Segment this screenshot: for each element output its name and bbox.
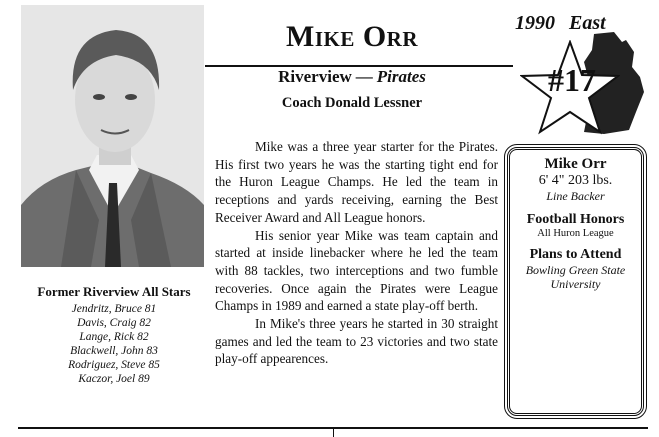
player-name-title: Mike Orr (286, 20, 418, 53)
region-label: East (569, 12, 606, 34)
sidebar-name: Mike Orr (544, 156, 607, 172)
all-star-item: Rodriguez, Steve 85 (68, 359, 160, 371)
all-star-item: Lange, Rick 82 (79, 331, 149, 343)
former-all-stars (14, 284, 214, 386)
all-star-item: Kaczor, Joel 89 (78, 373, 150, 385)
honors-heading: Football Honors (526, 212, 625, 227)
year-label: 1990 (515, 12, 555, 34)
plans-heading: Plans to Attend (529, 247, 622, 262)
sidebar-height-weight: 6' 4" 203 lbs. (538, 173, 613, 188)
school-name: Riverview (278, 67, 352, 86)
bottom-divider (333, 427, 334, 437)
all-stars-heading: Former Riverview All Stars (37, 284, 191, 299)
honors-value: All Huron League (537, 228, 614, 239)
sidebar-position: Line Backer (546, 189, 605, 203)
player-number: #17 (548, 62, 596, 98)
school-separator: — (355, 67, 373, 86)
school-line (204, 67, 500, 87)
story-paragraph: In Mike's three years he started in 30 straight games and led the team to 23 victories and two state play-off appearences. (215, 316, 498, 367)
all-stars-list (14, 302, 214, 386)
all-star-item: Jendritz, Bruce 81 (71, 303, 157, 315)
plans-value: Bowling Green State University (525, 263, 626, 291)
school-mascot: Pirates (376, 67, 426, 86)
story-paragraph: Mike was a three year starter for the Pirates. His first two years he was the starting tight end for the Huron League Champs. He led the team in receptions and yards receiving, earning the Best Receiver Award and All League honors. (215, 139, 498, 225)
all-star-item: Davis, Craig 82 (77, 317, 151, 329)
player-photo (21, 5, 204, 267)
all-star-item: Blackwell, John 83 (70, 345, 158, 357)
player-info-box (507, 147, 644, 416)
coach-name: Coach Donald Lessner (281, 95, 423, 111)
story-paragraph: His senior year Mike was team captain and started at inside linebacker where he led the team with 88 tackles, two interceptions and two fumble recoveries. Once again the Pirates were League Champs in 1989 and earned a state play-off berth. (215, 227, 498, 314)
player-story (215, 138, 498, 368)
player-portrait-image (21, 5, 204, 267)
